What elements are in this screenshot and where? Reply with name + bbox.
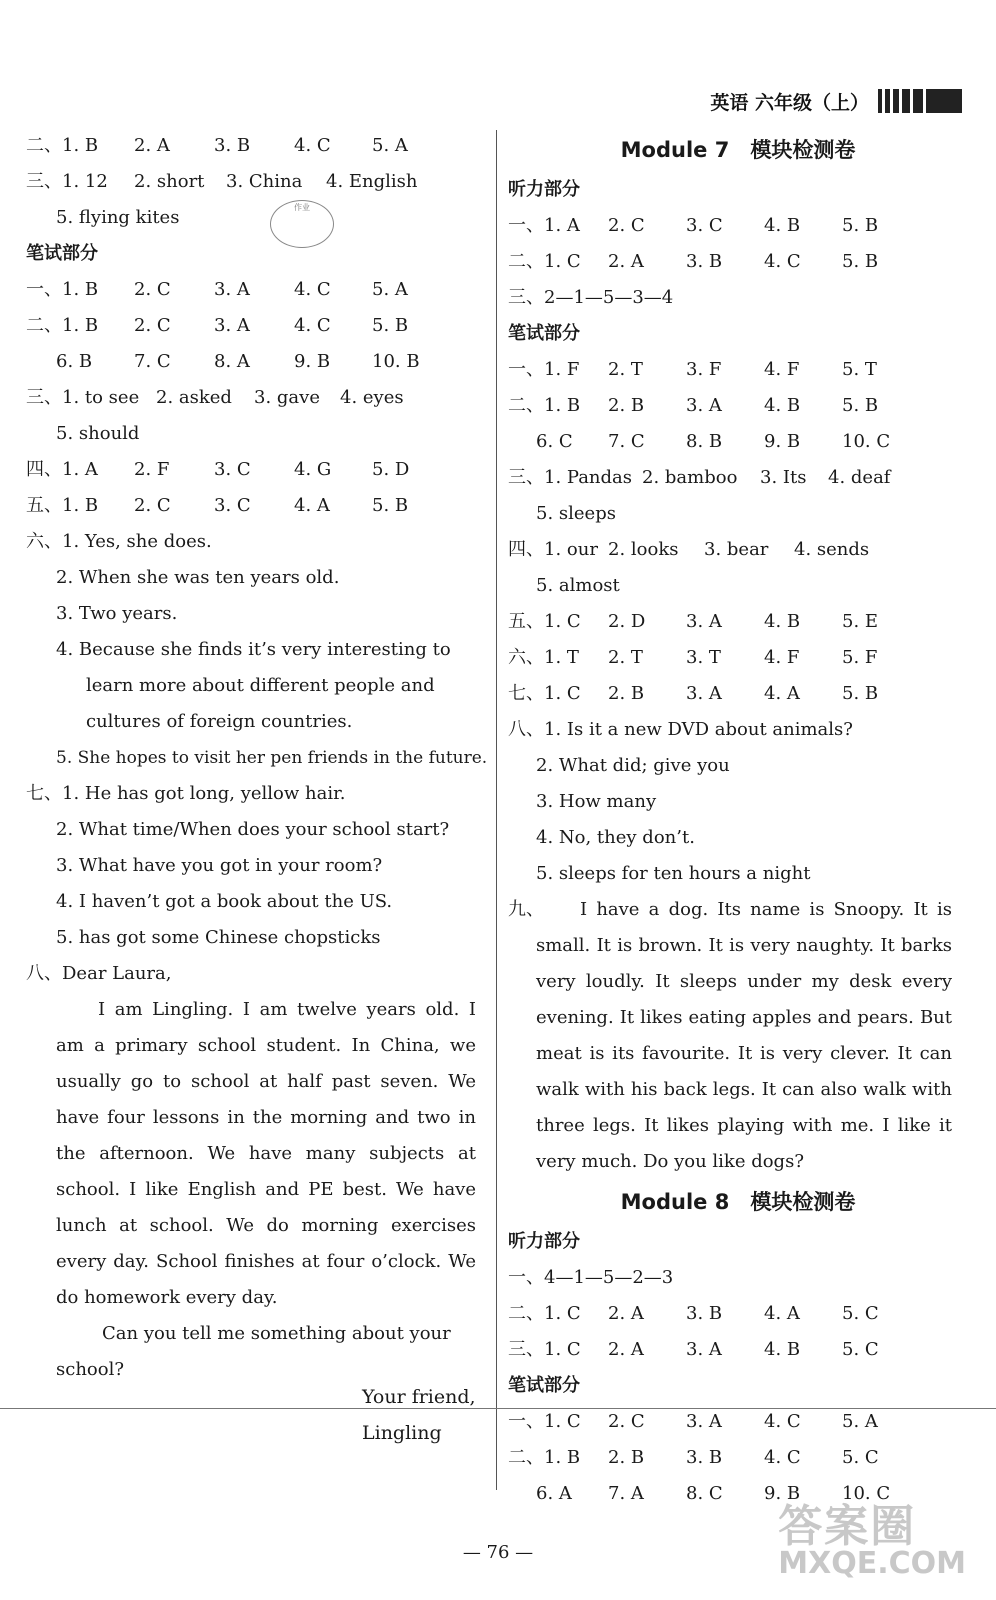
page-number: — 76 — <box>462 1542 534 1563</box>
left-column <box>26 128 486 1388</box>
answer-row: 七、1. C 2. B 3. A 4. A 5. B <box>508 683 879 704</box>
header-title: 英语 六年级（上） <box>710 91 869 114</box>
module-title: Module 8 模块检测卷 <box>620 1190 856 1214</box>
answer-row: 3. What have you got in your room? <box>56 855 383 876</box>
answer-row: 二、1. C 2. A 3. B 4. C 5. B <box>508 251 879 272</box>
answer-row: 二、1. B 2. B 3. B 4. C 5. C <box>508 1447 879 1468</box>
answer-row: 4. Because she finds it’s very interesting to <box>56 639 451 660</box>
answer-row: 六、1. T 2. T 3. T 4. F 5. F <box>508 647 878 668</box>
answer-row: 5. should <box>56 423 140 444</box>
answer-row: learn more about different people and <box>86 675 435 696</box>
section-title: 听力部分 <box>508 179 580 200</box>
answer-row: 5. sleeps for ten hours a night <box>536 863 811 884</box>
answer-row: cultures of foreign countries. <box>86 711 353 732</box>
answer-row: 四、1. our 2. looks 3. bear 4. sends <box>508 539 870 560</box>
section-title: 听力部分 <box>508 1231 580 1252</box>
answer-row: 5. almost <box>536 575 620 596</box>
answer-row: 三、1. Pandas 2. bamboo 3. Its 4. deaf <box>508 467 891 488</box>
page-header <box>710 86 962 116</box>
answer-row: 6. C 7. C 8. B 9. B 10. C <box>536 431 891 452</box>
stamp: 作业 <box>270 200 334 248</box>
answer-row: 四、1. A 2. F 3. C 4. G 5. D <box>26 459 410 480</box>
answer-row: 4. No, they don’t. <box>536 827 695 848</box>
answer-row: 一、1. B 2. C 3. A 4. C 5. A <box>26 279 408 300</box>
section-title: 笔试部分 <box>26 243 98 264</box>
answer-row: 一、1. F 2. T 3. F 4. F 5. T <box>508 359 877 380</box>
composition-text: I have a dog. Its name is Snoopy. It is small. It is brown. It is very naughty. It barks very loudly. It sleeps under my desk every evening. It likes eating apples and pears. But meat is its favourite. It is very clever. It can walk with his back legs. It can also walk with three legs. It likes playing with me. I like it very much. Do you like dogs? <box>536 899 952 1172</box>
answer-row: 三、1. to see 2. asked 3. gave 4. eyes <box>26 387 404 408</box>
answer-row: 5. flying kites <box>56 207 180 228</box>
answer-row: 五、1. C 2. D 3. A 4. B 5. E <box>508 611 879 632</box>
answer-row: 六、1. Yes, she does. <box>26 531 212 552</box>
answer-row: 5. has got some Chinese chopsticks <box>56 927 381 948</box>
answer-row: 2. What did; give you <box>536 755 730 776</box>
column-divider <box>496 130 497 1490</box>
answer-row: 5. sleeps <box>536 503 616 524</box>
letter-closing: school? <box>56 1359 124 1380</box>
letter-greeting: 八、Dear Laura, <box>26 963 172 984</box>
answer-row: 2. What time/When does your school start? <box>56 819 450 840</box>
letter-body: I am Lingling. I am twelve years old. I am a primary school student. In China, we usually go to school at half past seven. We have four lessons in the morning and two in the afternoon. We have many subjects at school. I like English and PE best. We have lunch at school. We do morning exercises every day. School finishes at four o’clock. We do homework every day. <box>56 999 476 1308</box>
answer-row: 二、1. C 2. A 3. B 4. A 5. C <box>508 1303 879 1324</box>
answer-row: 一、4—1—5—2—3 <box>508 1267 674 1288</box>
answer-row: 三、1. C 2. A 3. A 4. B 5. C <box>508 1339 879 1360</box>
watermark-logo: 答案圈 MXQE.COM <box>778 1501 966 1581</box>
answer-row: 二、1. B 2. A 3. B 4. C 5. A <box>26 135 408 156</box>
answer-row: 一、1. A 2. C 3. C 4. B 5. B <box>508 215 879 236</box>
answer-row: 三、2—1—5—3—4 <box>508 287 674 308</box>
module-title: Module 7 模块检测卷 <box>620 138 856 162</box>
answer-row: 三、1. 12 2. short 3. China 4. English <box>26 171 418 192</box>
answer-row: 2. When she was ten years old. <box>56 567 340 588</box>
answer-row: 八、1. Is it a new DVD about animals? <box>508 719 853 740</box>
header-decoration <box>875 89 962 113</box>
answer-row: 七、1. He has got long, yellow hair. <box>26 783 346 804</box>
answer-row: 3. Two years. <box>56 603 178 624</box>
answer-row: 6. B 7. C 8. A 9. B 10. B <box>56 351 420 372</box>
answer-row: 二、1. B 2. B 3. A 4. B 5. B <box>508 395 879 416</box>
letter-signoff: Your friend, <box>362 1386 476 1408</box>
answer-row: 二、1. B 2. C 3. A 4. C 5. B <box>26 315 409 336</box>
answer-row: 6. A 7. A 8. C 9. B 10. C <box>536 1483 891 1504</box>
question-number: 九、 <box>508 899 544 920</box>
answer-row: 3. How many <box>536 791 657 812</box>
section-title: 笔试部分 <box>508 323 580 344</box>
right-column <box>508 128 968 1512</box>
letter-closing: Can you tell me something about your <box>102 1323 451 1344</box>
letter-signature: Lingling <box>362 1422 442 1444</box>
answer-row: 五、1. B 2. C 3. C 4. A 5. B <box>26 495 409 516</box>
section-title: 笔试部分 <box>508 1375 580 1396</box>
answer-row: 5. She hopes to visit her pen friends in the future. <box>56 748 488 768</box>
answer-row: 4. I haven’t got a book about the US. <box>56 891 393 912</box>
composition-block <box>508 892 968 1180</box>
answer-row: 一、1. C 2. C 3. A 4. C 5. A <box>508 1411 878 1432</box>
